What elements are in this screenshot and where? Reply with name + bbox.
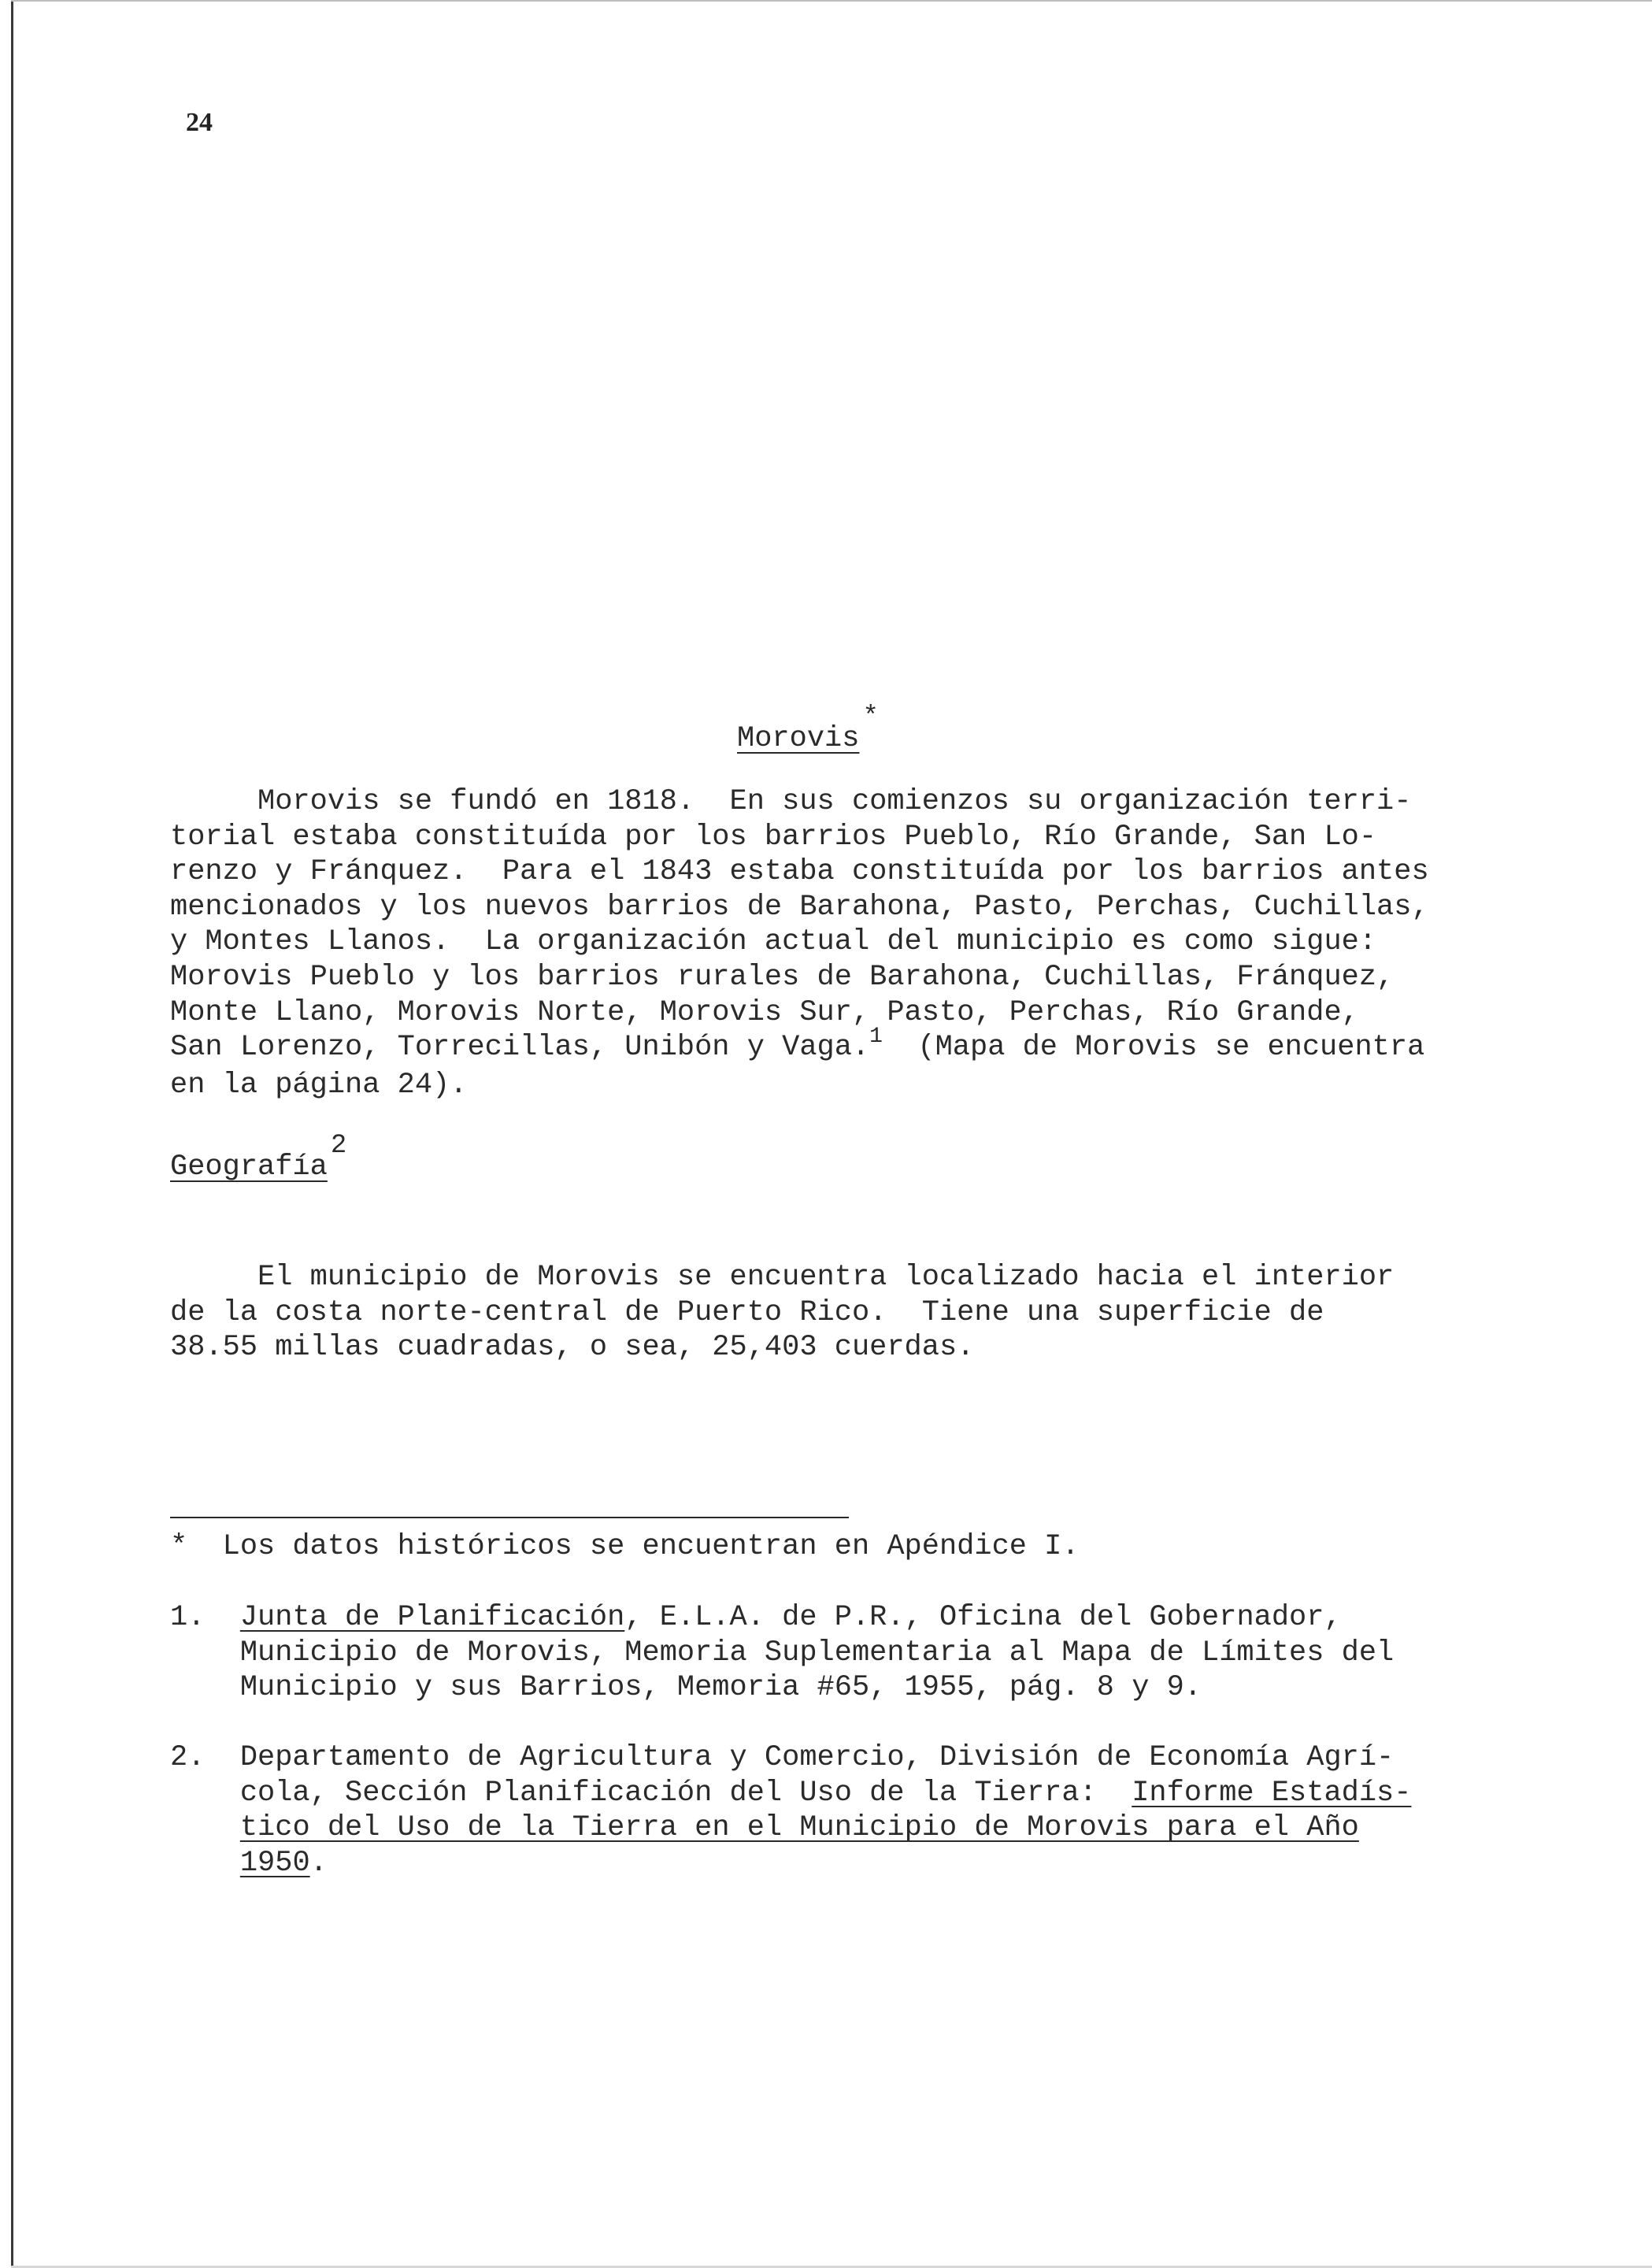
history-paragraph [170,784,1461,1102]
paragraph-line [170,1025,1461,1068]
footnote-line [170,1810,1411,1846]
paragraph-line: Morovis se fundó en 1818. En sus comienzos su organización terri- [170,785,1412,818]
footnote-text: cola, Sección Planificación del Uso de la Tierra: [170,1776,1132,1810]
footnote-line: 2. Departamento de Agricultura y Comercio, División de Economía Agrí- [170,1741,1395,1774]
footnote-line: Municipio de Morovis, Memoria Suplementaria al Mapa de Límites del [170,1636,1395,1670]
paragraph-text: San Lorenzo, Torrecillas, Unibón y Vaga. [170,1031,870,1065]
footnote-divider [170,1517,849,1518]
footnote-underlined-text: Junta de Planificación [239,1601,625,1634]
footnote-line [170,1776,1411,1811]
geografia-paragraph [170,1260,1461,1366]
geografia-title: Geografía [170,1151,328,1184]
page-number: 24 [186,108,213,137]
footnote-underlined-text: tico del Uso de la Tierra en el Municipio de Morovis para el Año [239,1811,1359,1845]
paragraph-line: El municipio de Morovis se encuentra localizado hacia el interior [170,1261,1395,1294]
section-title: Morovis [737,722,860,755]
section-heading-morovis [737,702,879,757]
footnote-line [170,1600,1394,1636]
footnote-indent [170,1847,240,1880]
footnote-star: * Los datos históricos se encuentran en Apéndice I. [170,1530,1080,1563]
footnote-text: . [309,1846,328,1880]
paragraph-line: torial estaba constituída por los barrios Pueblo, Río Grande, San Lo- [170,820,1377,854]
paragraph-line: Morovis Pueblo y los barrios rurales de Barahona, Cuchillas, Fránquez, [170,960,1395,994]
footnote-1 [170,1600,1394,1706]
paragraph-line: mencionados y los nuevos barrios de Barahona, Pasto, Perchas, Cuchillas, [170,890,1429,924]
paragraph-line: 38.55 millas cuadradas, o sea, 25,403 cuerdas. [170,1331,975,1365]
paragraph-line: renzo y Fránquez. Para el 1843 estaba constituída por los barrios antes [170,855,1429,889]
page-edge-top [11,0,1652,2]
paragraph-line: en la página 24). [170,1068,468,1102]
geografia-footnote-mark: 2 [330,1131,347,1161]
page-edge-left [11,0,13,2268]
footnote-ref-1: 1 [869,1025,883,1050]
section-footnote-mark: * [862,702,879,732]
footnote-number: 1. [170,1601,240,1634]
footnote-line: Municipio y sus Barrios, Memoria #65, 1955, pág. 8 y 9. [170,1671,1202,1705]
footnote-text: , E.L.A. de P.R., Oficina del Gobernador, [624,1601,1342,1634]
paragraph-line: y Montes Llanos. La organización actual del municipio es como sigue: [170,925,1377,959]
footnote-underlined-text: Informe Estadís- [1132,1776,1412,1810]
geografia-heading [170,1131,347,1185]
paragraph-line: de la costa norte-central de Puerto Rico. Tiene una superficie de [170,1295,1324,1329]
paragraph-line: Monte Llano, Morovis Norte, Morovis Sur, Pasto, Perchas, Río Grande, [170,995,1359,1029]
footnote-underlined-text: 1950 [239,1846,310,1880]
paragraph-text: (Mapa de Morovis se encuentra [882,1031,1425,1065]
footnote-2 [170,1740,1411,1881]
footnote-indent [170,1811,240,1844]
footnote-line [170,1846,1411,1881]
